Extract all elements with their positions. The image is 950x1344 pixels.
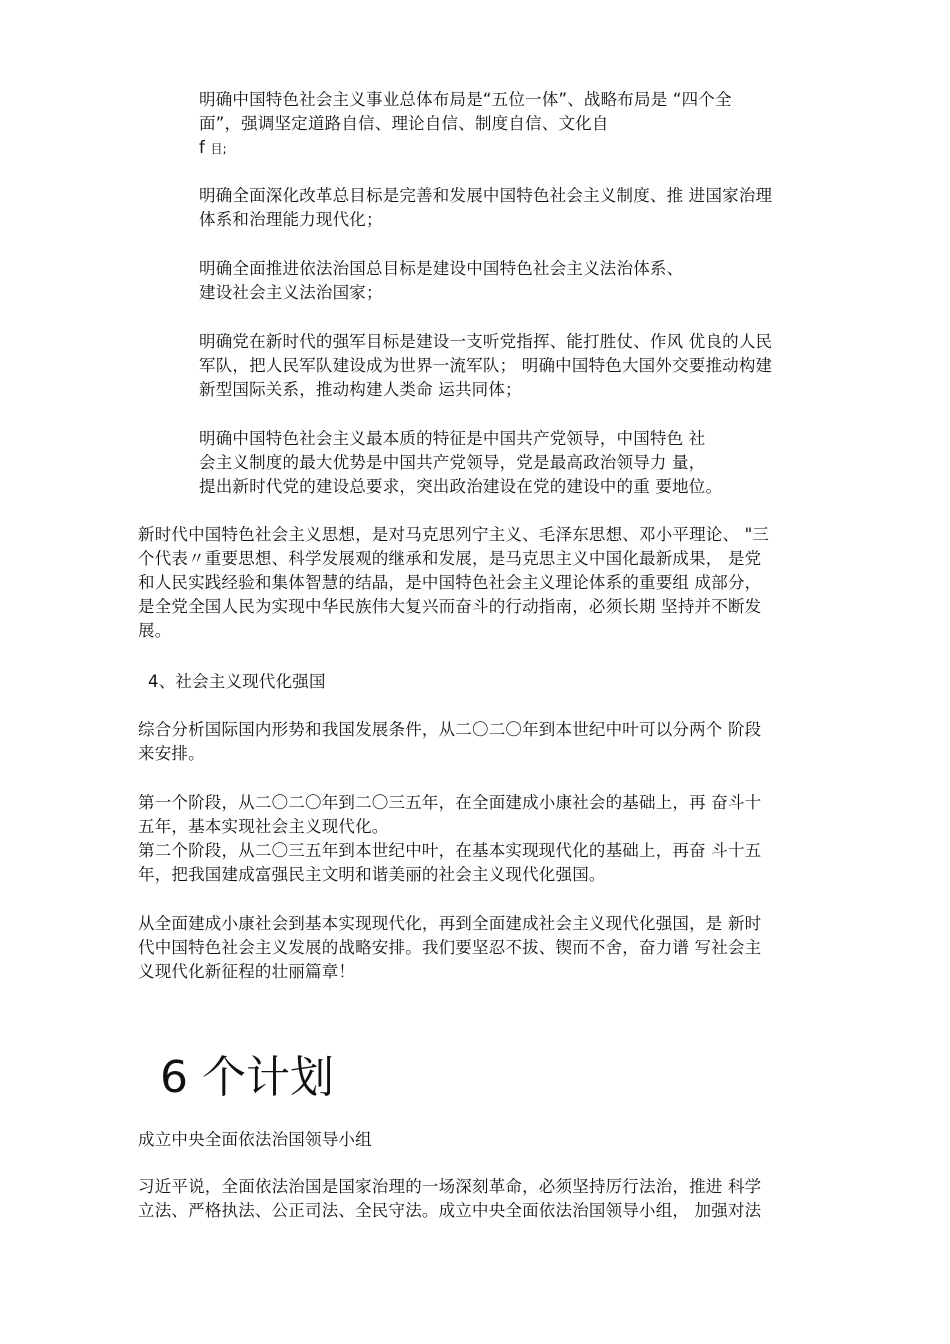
text-line: 义现代化新征程的壮丽篇章！ (138, 962, 356, 981)
text-line: 建设社会主义法治国家； (199, 283, 383, 302)
text-line: 会主义制度的最大优势是中国共产党领导，党是最高政治领导力 量， (199, 453, 706, 472)
goal-paragraph-military (199, 330, 819, 402)
text-line: 第二个阶段，从二〇三五年到本世纪中叶，在基本实现现代化的基础上，再奋 斗十五 (138, 841, 762, 860)
plans-title: 6 个计划 (160, 1052, 334, 1103)
text-line: 明确全面深化改革总目标是完善和发展中国特色社会主义制度、推 进国家治理 (199, 186, 773, 205)
text-line: 综合分析国际国内形势和我国发展条件，从二〇二〇年到本世纪中叶可以分两个 阶段 (138, 720, 762, 739)
text-line: 明确党在新时代的强军目标是建设一支听党指挥、能打胜仗、作风 优良的人民 (199, 332, 773, 351)
text-line: 来安排。 (138, 744, 205, 763)
text-line: 明确全面推进依法治国总目标是建设中国特色社会主义法治体系、 (199, 259, 684, 278)
text-line: 立法、严格执法、公正司法、全民守法。成立中央全面依法治国领导小组， 加强对法 (138, 1201, 762, 1220)
section-heading-text: 4、社会主义现代化强国 (148, 672, 326, 691)
plan-heading (138, 1128, 818, 1152)
goal-paragraph-rule-of-law (199, 257, 819, 305)
text-line (199, 136, 819, 161)
strategy-paragraph (138, 912, 818, 984)
analysis-paragraph (138, 718, 818, 766)
text-line: 和人民实践经验和集体智慧的结晶，是中国特色社会主义理论体系的重要组 成部分， (138, 573, 762, 592)
text-line: 军队，把人民军队建设成为世界一流军队； 明确中国特色大国外交要推动构建 (199, 356, 773, 375)
plan-heading-text: 成立中央全面依法治国领导小组 (138, 1130, 372, 1149)
text-fragment: f (199, 138, 206, 157)
text-line: 习近平说，全面依法治国是国家治理的一场深刻革命，必须坚持厉行法治，推进 科学 (138, 1177, 762, 1196)
text-line: 新时代中国特色社会主义思想，是对马克思列宁主义、毛泽东思想、邓小平理论、 "三 (138, 525, 770, 544)
text-line: 个代表〃重要思想、科学发展观的继承和发展，是马克思主义中国化最新成果， 是党 (138, 549, 762, 568)
goal-paragraph-reform (199, 184, 819, 232)
text-line: 展。 (138, 621, 172, 640)
text-line: 代中国特色社会主义发展的战略安排。我们要坚忍不拔、锲而不舍，奋力谱 写社会主 (138, 938, 762, 957)
text-line: 新型国际关系，推动构建人类命 运共同体； (199, 380, 522, 399)
goal-paragraph-party (199, 427, 819, 499)
section-heading (148, 670, 326, 694)
text-line: 第一个阶段，从二〇二〇年到二〇三五年，在全面建成小康社会的基础上，再 奋斗十 (138, 793, 762, 812)
text-line: 五年，基本实现社会主义现代化。 (138, 817, 389, 836)
thought-paragraph (138, 523, 818, 643)
text-line: 体系和治理能力现代化； (199, 210, 383, 229)
goal-paragraph-layout (199, 88, 819, 161)
text-line: 明确中国特色社会主义事业总体布局是“五位一体”、战略布局是 “四个全 (199, 90, 732, 109)
text-line: 提出新时代党的建设总要求，突出政治建设在党的建设中的重 要地位。 (199, 477, 723, 496)
text-line: 年，把我国建成富强民主文明和谐美丽的社会主义现代化强国。 (138, 865, 606, 884)
stages-paragraph (138, 791, 818, 887)
text-line: 从全面建成小康社会到基本实现现代化，再到全面建成社会主义现代化强国，是 新时 (138, 914, 762, 933)
text-line: 明确中国特色社会主义最本质的特征是中国共产党领导，中国特色 社 (199, 429, 706, 448)
text-line: 面”，强调坚定道路自信、理论自信、制度自信、文化自 (199, 114, 609, 133)
text-line: 是全党全国人民为实现中华民族伟大复兴而奋斗的行动指南，必须长期 坚持并不断发 (138, 597, 762, 616)
text-fragment: 目; (210, 142, 227, 156)
plan-paragraph (138, 1175, 818, 1223)
